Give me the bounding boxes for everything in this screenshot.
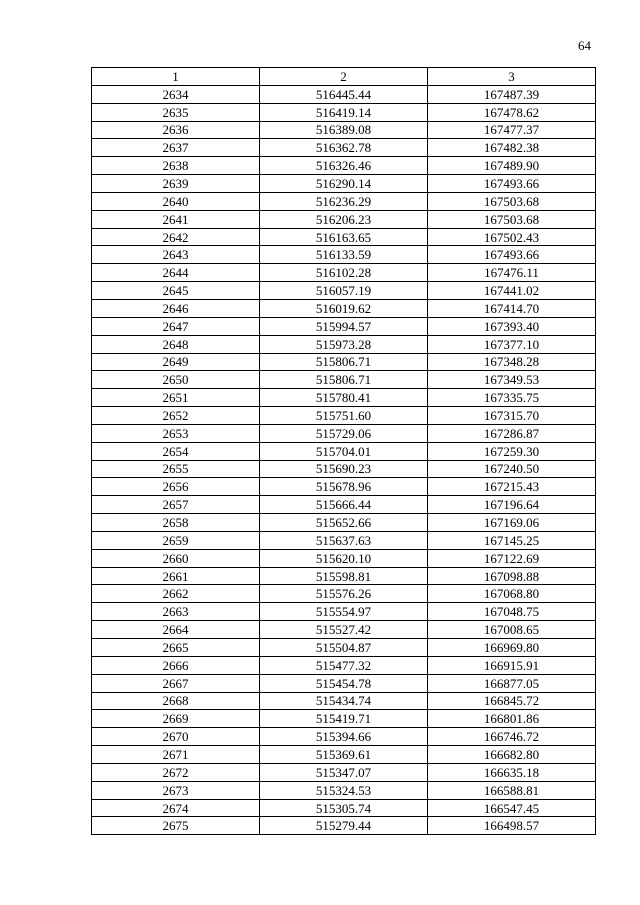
point-number-cell: 2659 xyxy=(92,531,260,549)
y-coordinate-cell: 167478.62 xyxy=(428,103,596,121)
point-number-cell: 2644 xyxy=(92,264,260,282)
table-row xyxy=(92,317,596,335)
x-coordinate-cell: 516445.44 xyxy=(260,85,428,103)
table-row xyxy=(92,282,596,300)
y-coordinate-cell: 167048.75 xyxy=(428,603,596,621)
y-coordinate-cell: 167487.39 xyxy=(428,85,596,103)
point-number-cell: 2643 xyxy=(92,246,260,264)
column-header: 3 xyxy=(428,68,596,86)
point-number-cell: 2652 xyxy=(92,407,260,425)
x-coordinate-cell: 515576.26 xyxy=(260,585,428,603)
table-row xyxy=(92,710,596,728)
point-number-cell: 2654 xyxy=(92,442,260,460)
table-row xyxy=(92,424,596,442)
x-coordinate-cell: 515434.74 xyxy=(260,692,428,710)
y-coordinate-cell: 166498.57 xyxy=(428,817,596,835)
table-row xyxy=(92,228,596,246)
y-coordinate-cell: 167145.25 xyxy=(428,531,596,549)
point-number-cell: 2664 xyxy=(92,621,260,639)
x-coordinate-cell: 515637.63 xyxy=(260,531,428,549)
point-number-cell: 2660 xyxy=(92,549,260,567)
y-coordinate-cell: 167493.66 xyxy=(428,246,596,264)
x-coordinate-cell: 515806.71 xyxy=(260,353,428,371)
table-row xyxy=(92,264,596,282)
x-coordinate-cell: 516290.14 xyxy=(260,175,428,193)
table-row xyxy=(92,621,596,639)
table-row xyxy=(92,656,596,674)
x-coordinate-cell: 515419.71 xyxy=(260,710,428,728)
x-coordinate-cell: 515806.71 xyxy=(260,371,428,389)
point-number-cell: 2645 xyxy=(92,282,260,300)
point-number-cell: 2671 xyxy=(92,746,260,764)
table-row xyxy=(92,246,596,264)
point-number-cell: 2661 xyxy=(92,567,260,585)
point-number-cell: 2675 xyxy=(92,817,260,835)
x-coordinate-cell: 515666.44 xyxy=(260,496,428,514)
table-row xyxy=(92,514,596,532)
x-coordinate-cell: 516326.46 xyxy=(260,157,428,175)
y-coordinate-cell: 167493.66 xyxy=(428,175,596,193)
table-row xyxy=(92,674,596,692)
table-row xyxy=(92,175,596,193)
x-coordinate-cell: 515973.28 xyxy=(260,335,428,353)
table-row xyxy=(92,639,596,657)
table-row xyxy=(92,728,596,746)
x-coordinate-cell: 515454.78 xyxy=(260,674,428,692)
y-coordinate-cell: 166969.80 xyxy=(428,639,596,657)
point-number-cell: 2656 xyxy=(92,478,260,496)
x-coordinate-cell: 515704.01 xyxy=(260,442,428,460)
point-number-cell: 2655 xyxy=(92,460,260,478)
table-row xyxy=(92,531,596,549)
table-row xyxy=(92,478,596,496)
x-coordinate-cell: 516236.29 xyxy=(260,192,428,210)
y-coordinate-cell: 167477.37 xyxy=(428,121,596,139)
point-number-cell: 2641 xyxy=(92,210,260,228)
x-coordinate-cell: 515527.42 xyxy=(260,621,428,639)
column-header: 2 xyxy=(260,68,428,86)
y-coordinate-cell: 167240.50 xyxy=(428,460,596,478)
y-coordinate-cell: 167196.64 xyxy=(428,496,596,514)
table-row xyxy=(92,585,596,603)
table-row xyxy=(92,85,596,103)
y-coordinate-cell: 167098.88 xyxy=(428,567,596,585)
table-row xyxy=(92,603,596,621)
point-number-cell: 2640 xyxy=(92,192,260,210)
point-number-cell: 2639 xyxy=(92,175,260,193)
y-coordinate-cell: 167259.30 xyxy=(428,442,596,460)
y-coordinate-cell: 167476.11 xyxy=(428,264,596,282)
y-coordinate-cell: 167503.68 xyxy=(428,192,596,210)
table-row xyxy=(92,389,596,407)
y-coordinate-cell: 166635.18 xyxy=(428,763,596,781)
table-row xyxy=(92,746,596,764)
coordinates-table xyxy=(91,67,596,835)
x-coordinate-cell: 515477.32 xyxy=(260,656,428,674)
x-coordinate-cell: 516163.65 xyxy=(260,228,428,246)
x-coordinate-cell: 515690.23 xyxy=(260,460,428,478)
x-coordinate-cell: 515347.07 xyxy=(260,763,428,781)
table-row xyxy=(92,299,596,317)
table-row xyxy=(92,121,596,139)
y-coordinate-cell: 167502.43 xyxy=(428,228,596,246)
y-coordinate-cell: 167348.28 xyxy=(428,353,596,371)
point-number-cell: 2646 xyxy=(92,299,260,317)
point-number-cell: 2651 xyxy=(92,389,260,407)
y-coordinate-cell: 167169.06 xyxy=(428,514,596,532)
x-coordinate-cell: 515751.60 xyxy=(260,407,428,425)
x-coordinate-cell: 515394.66 xyxy=(260,728,428,746)
table-row xyxy=(92,335,596,353)
point-number-cell: 2668 xyxy=(92,692,260,710)
point-number-cell: 2672 xyxy=(92,763,260,781)
table-row xyxy=(92,442,596,460)
x-coordinate-cell: 516206.23 xyxy=(260,210,428,228)
y-coordinate-cell: 167008.65 xyxy=(428,621,596,639)
table-body xyxy=(92,85,596,834)
point-number-cell: 2647 xyxy=(92,317,260,335)
y-coordinate-cell: 167393.40 xyxy=(428,317,596,335)
point-number-cell: 2638 xyxy=(92,157,260,175)
y-coordinate-cell: 167122.69 xyxy=(428,549,596,567)
point-number-cell: 2662 xyxy=(92,585,260,603)
y-coordinate-cell: 167286.87 xyxy=(428,424,596,442)
point-number-cell: 2653 xyxy=(92,424,260,442)
y-coordinate-cell: 166801.86 xyxy=(428,710,596,728)
y-coordinate-cell: 167441.02 xyxy=(428,282,596,300)
table-row xyxy=(92,549,596,567)
y-coordinate-cell: 166915.91 xyxy=(428,656,596,674)
table-header-row xyxy=(92,68,596,86)
x-coordinate-cell: 515279.44 xyxy=(260,817,428,835)
point-number-cell: 2642 xyxy=(92,228,260,246)
table-row xyxy=(92,210,596,228)
x-coordinate-cell: 515554.97 xyxy=(260,603,428,621)
table-row xyxy=(92,799,596,817)
column-header: 1 xyxy=(92,68,260,86)
point-number-cell: 2666 xyxy=(92,656,260,674)
table-row xyxy=(92,192,596,210)
x-coordinate-cell: 515369.61 xyxy=(260,746,428,764)
table-row xyxy=(92,763,596,781)
point-number-cell: 2667 xyxy=(92,674,260,692)
y-coordinate-cell: 166845.72 xyxy=(428,692,596,710)
point-number-cell: 2665 xyxy=(92,639,260,657)
x-coordinate-cell: 515729.06 xyxy=(260,424,428,442)
x-coordinate-cell: 516057.19 xyxy=(260,282,428,300)
y-coordinate-cell: 167414.70 xyxy=(428,299,596,317)
y-coordinate-cell: 166547.45 xyxy=(428,799,596,817)
table-row xyxy=(92,567,596,585)
y-coordinate-cell: 167482.38 xyxy=(428,139,596,157)
point-number-cell: 2674 xyxy=(92,799,260,817)
y-coordinate-cell: 167377.10 xyxy=(428,335,596,353)
table-row xyxy=(92,371,596,389)
x-coordinate-cell: 515504.87 xyxy=(260,639,428,657)
x-coordinate-cell: 515620.10 xyxy=(260,549,428,567)
point-number-cell: 2673 xyxy=(92,781,260,799)
point-number-cell: 2669 xyxy=(92,710,260,728)
x-coordinate-cell: 516419.14 xyxy=(260,103,428,121)
y-coordinate-cell: 166588.81 xyxy=(428,781,596,799)
y-coordinate-cell: 167349.53 xyxy=(428,371,596,389)
point-number-cell: 2663 xyxy=(92,603,260,621)
point-number-cell: 2635 xyxy=(92,103,260,121)
point-number-cell: 2634 xyxy=(92,85,260,103)
point-number-cell: 2637 xyxy=(92,139,260,157)
point-number-cell: 2648 xyxy=(92,335,260,353)
table-row xyxy=(92,407,596,425)
y-coordinate-cell: 167315.70 xyxy=(428,407,596,425)
y-coordinate-cell: 167335.75 xyxy=(428,389,596,407)
x-coordinate-cell: 515652.66 xyxy=(260,514,428,532)
y-coordinate-cell: 166877.05 xyxy=(428,674,596,692)
table-row xyxy=(92,460,596,478)
page-number: 64 xyxy=(578,38,591,53)
y-coordinate-cell: 166746.72 xyxy=(428,728,596,746)
table-row xyxy=(92,817,596,835)
table-row xyxy=(92,692,596,710)
y-coordinate-cell: 166682.80 xyxy=(428,746,596,764)
point-number-cell: 2649 xyxy=(92,353,260,371)
table-row xyxy=(92,353,596,371)
table-row xyxy=(92,139,596,157)
x-coordinate-cell: 516133.59 xyxy=(260,246,428,264)
table-row xyxy=(92,496,596,514)
x-coordinate-cell: 515994.57 xyxy=(260,317,428,335)
point-number-cell: 2657 xyxy=(92,496,260,514)
y-coordinate-cell: 167068.80 xyxy=(428,585,596,603)
point-number-cell: 2650 xyxy=(92,371,260,389)
y-coordinate-cell: 167215.43 xyxy=(428,478,596,496)
table-row xyxy=(92,103,596,121)
x-coordinate-cell: 516389.08 xyxy=(260,121,428,139)
x-coordinate-cell: 515324.53 xyxy=(260,781,428,799)
x-coordinate-cell: 516362.78 xyxy=(260,139,428,157)
table-row xyxy=(92,157,596,175)
y-coordinate-cell: 167503.68 xyxy=(428,210,596,228)
x-coordinate-cell: 515305.74 xyxy=(260,799,428,817)
x-coordinate-cell: 516019.62 xyxy=(260,299,428,317)
point-number-cell: 2670 xyxy=(92,728,260,746)
table-row xyxy=(92,781,596,799)
point-number-cell: 2636 xyxy=(92,121,260,139)
x-coordinate-cell: 515678.96 xyxy=(260,478,428,496)
x-coordinate-cell: 515598.81 xyxy=(260,567,428,585)
x-coordinate-cell: 516102.28 xyxy=(260,264,428,282)
x-coordinate-cell: 515780.41 xyxy=(260,389,428,407)
y-coordinate-cell: 167489.90 xyxy=(428,157,596,175)
point-number-cell: 2658 xyxy=(92,514,260,532)
